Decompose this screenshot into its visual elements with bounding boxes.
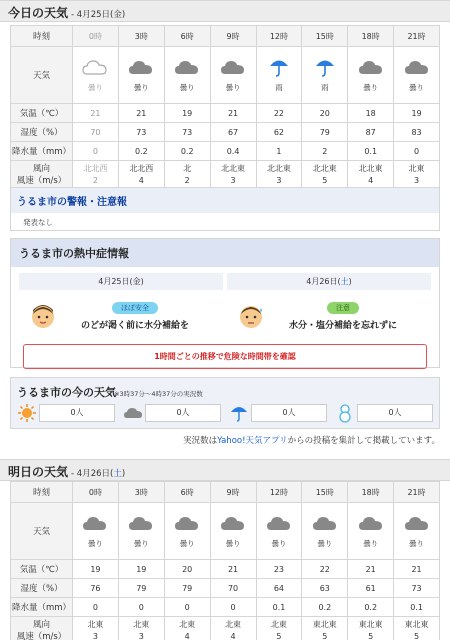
hour-cell: 21時 <box>394 26 440 47</box>
weather-cell <box>164 47 210 104</box>
precip-cell: 0.1 <box>256 598 302 617</box>
alerts-panel <box>10 187 440 231</box>
precip-cell: 0 <box>73 142 119 161</box>
precip-cell: 0.2 <box>164 142 210 161</box>
humidity-cell: 63 <box>302 579 348 598</box>
cloud-icon <box>123 403 143 423</box>
humidity-row <box>11 579 440 598</box>
heat-panel <box>10 238 440 368</box>
precip-cell: 0 <box>118 598 164 617</box>
hour-cell: 0時 <box>73 26 119 47</box>
heat-day-1 <box>19 273 223 336</box>
precip-cell: 0.2 <box>302 598 348 617</box>
alerts-title[interactable]: うるま市の警報・注意報 <box>11 188 439 213</box>
wind-speed: 3 <box>414 176 420 185</box>
weather-cell <box>73 503 119 560</box>
wind-cell <box>348 161 394 190</box>
weather-cell <box>210 503 256 560</box>
precip-cell: 0 <box>73 598 119 617</box>
today-date: - 4月25日(金) <box>71 10 126 20</box>
wind-dir: 北北東 <box>312 164 337 173</box>
weather-text: 曇り <box>363 83 379 92</box>
hour-cell: 18時 <box>348 482 394 503</box>
hour-label: 時刻 <box>11 482 73 503</box>
heat-date-2: 4月26日(土) <box>227 273 431 290</box>
humidity-row <box>11 123 440 142</box>
heat-title: うるま市の熱中症情報 <box>11 239 439 267</box>
heat-badge-1: ほぼ安全 <box>112 302 158 314</box>
wind-dir: 北東 <box>179 620 196 629</box>
wind-cell <box>73 617 119 640</box>
wind-cell <box>394 161 440 190</box>
wind-speed: 4 <box>184 632 190 640</box>
hour-cell: 3時 <box>118 26 164 47</box>
temp-cell: 21 <box>348 560 394 579</box>
wind-cell <box>164 161 210 190</box>
hour-row <box>11 482 440 503</box>
wind-dir: 北北東 <box>221 164 246 173</box>
heat-message-2: 水分・塩分補給を忘れずに <box>288 320 397 331</box>
wind-dir: 東北東 <box>312 620 337 629</box>
weather-text: 曇り <box>225 539 241 548</box>
precip-cell: 0.4 <box>210 142 256 161</box>
precip-cell: 0.2 <box>118 142 164 161</box>
wind-dir: 北北東 <box>266 164 291 173</box>
wind-cell <box>394 617 440 640</box>
now-title: うるま市の今の天気 <box>17 386 116 399</box>
wind-cell <box>210 617 256 640</box>
wind-dir: 北 <box>183 164 192 173</box>
weather-row <box>11 503 440 560</box>
hour-cell: 18時 <box>348 26 394 47</box>
weather-text: 雨 <box>275 83 283 92</box>
cloud-icon <box>211 513 256 535</box>
temp-cell: 20 <box>302 104 348 123</box>
precip-cell: 0.1 <box>348 142 394 161</box>
umbrella-icon <box>229 403 249 423</box>
precip-cell: 0 <box>210 598 256 617</box>
cloud-icon <box>211 57 256 79</box>
wind-speed: 2 <box>184 176 190 185</box>
cloud-icon <box>165 513 210 535</box>
humidity-cell: 67 <box>210 123 256 142</box>
cloud-icon <box>394 513 439 535</box>
face-icon <box>237 302 265 330</box>
temp-cell: 22 <box>256 104 302 123</box>
cloud-icon <box>119 57 164 79</box>
temp-cell: 21 <box>210 104 256 123</box>
weather-text: 雨 <box>321 83 329 92</box>
wind-cell <box>210 161 256 190</box>
yahoo-app-link[interactable]: Yahoo!天気アプリ <box>217 436 288 446</box>
cloud-icon <box>73 513 118 535</box>
humidity-cell: 79 <box>302 123 348 142</box>
wind-dir: 東北東 <box>358 620 383 629</box>
wind-cell <box>302 617 348 640</box>
temp-cell: 19 <box>73 560 119 579</box>
humidity-cell: 79 <box>118 579 164 598</box>
humidity-cell: 79 <box>164 579 210 598</box>
humidity-cell: 61 <box>348 579 394 598</box>
humidity-label: 湿度（%） <box>11 579 73 598</box>
weather-cell <box>118 47 164 104</box>
wind-row <box>11 617 440 640</box>
hour-cell: 0時 <box>73 482 119 503</box>
now-count-snow: 0人 <box>357 404 433 422</box>
weather-cell <box>164 503 210 560</box>
humidity-cell: 70 <box>210 579 256 598</box>
wind-speed: 3 <box>230 176 236 185</box>
wind-cell <box>302 161 348 190</box>
wind-speed: 2 <box>92 176 98 185</box>
humidity-cell: 70 <box>73 123 119 142</box>
hour-cell: 6時 <box>164 482 210 503</box>
heat-info-1 <box>19 290 223 336</box>
wind-row <box>11 161 440 190</box>
humidity-label: 湿度（%） <box>11 123 73 142</box>
weather-cell <box>118 503 164 560</box>
weather-text: 曇り <box>87 539 103 548</box>
wind-speed: 5 <box>322 176 328 185</box>
humidity-cell: 73 <box>394 579 440 598</box>
wind-dir: 北東 <box>225 620 242 629</box>
weather-cell <box>256 503 302 560</box>
now-items <box>17 403 433 423</box>
weather-text: 曇り <box>409 539 425 548</box>
temp-cell: 21 <box>394 560 440 579</box>
cloud-icon <box>257 513 302 535</box>
now-count-sun: 0人 <box>39 404 115 422</box>
hour-cell: 6時 <box>164 26 210 47</box>
temp-cell: 21 <box>210 560 256 579</box>
wind-dir: 東北東 <box>404 620 429 629</box>
now-item-sun[interactable] <box>17 403 115 423</box>
cloud-icon <box>302 513 347 535</box>
wind-speed: 5 <box>414 632 420 640</box>
wind-speed-label: 風速（m/s） <box>16 176 67 186</box>
temp-cell: 23 <box>256 560 302 579</box>
wind-speed-label: 風速（m/s） <box>16 632 67 640</box>
weather-text: 曇り <box>409 83 425 92</box>
weather-cell <box>394 47 440 104</box>
weather-text: 曇り <box>179 83 195 92</box>
heat-day-2 <box>227 273 431 336</box>
hour-cell: 15時 <box>302 26 348 47</box>
temp-cell: 21 <box>118 104 164 123</box>
now-subtitle: ※3時37分～4時37分の実況数 <box>114 390 203 398</box>
wind-cell <box>348 617 394 640</box>
report-note: 実況数はYahoo!天気アプリからの投稿を集計して掲載しています。 <box>183 436 440 446</box>
wind-speed: 5 <box>322 632 328 640</box>
temp-row <box>11 104 440 123</box>
heat-info-2 <box>227 290 431 336</box>
face-icon <box>29 302 57 330</box>
now-item-cloud[interactable] <box>123 403 221 423</box>
hour-label: 時刻 <box>11 26 73 47</box>
precip-row <box>11 598 440 617</box>
weather-cell <box>302 503 348 560</box>
wind-speed: 4 <box>230 632 236 640</box>
weather-cell <box>73 47 119 104</box>
wind-speed: 4 <box>138 176 144 185</box>
wind-speed: 5 <box>276 632 282 640</box>
humidity-cell: 73 <box>118 123 164 142</box>
wind-cell <box>256 617 302 640</box>
precip-cell: 1 <box>256 142 302 161</box>
now-weather-panel <box>10 377 440 429</box>
sun-icon <box>17 403 37 423</box>
heat-days <box>11 267 439 336</box>
wind-dir: 北北西 <box>129 164 154 173</box>
temp-cell: 22 <box>302 560 348 579</box>
precip-label: 降水量（mm） <box>11 598 73 617</box>
today-forecast-table <box>10 25 440 190</box>
wind-cell <box>73 161 119 190</box>
temp-cell: 20 <box>164 560 210 579</box>
weather-text: 曇り <box>225 83 241 92</box>
tomorrow-forecast-table <box>10 481 440 640</box>
wind-dir-label: 風向 <box>32 164 50 174</box>
tomorrow-title: 明日の天気 <box>8 465 69 479</box>
wind-cell <box>118 161 164 190</box>
hour-cell: 9時 <box>210 482 256 503</box>
wind-speed: 3 <box>92 632 98 640</box>
alerts-body: 発表なし <box>23 218 53 227</box>
precip-cell: 0.1 <box>394 598 440 617</box>
cloud-icon <box>73 57 118 79</box>
temp-cell: 21 <box>73 104 119 123</box>
cloud-icon <box>348 513 393 535</box>
weather-row <box>11 47 440 104</box>
wind-speed: 3 <box>276 176 282 185</box>
now-count-cloud: 0人 <box>145 404 221 422</box>
precip-label: 降水量（mm） <box>11 142 73 161</box>
weather-text: 曇り <box>133 83 149 92</box>
cloud-icon <box>165 57 210 79</box>
temp-cell: 18 <box>348 104 394 123</box>
wind-dir: 北東 <box>133 620 150 629</box>
wind-dir-label: 風向 <box>32 620 50 630</box>
weather-text: 曇り <box>363 539 379 548</box>
wind-dir: 北東 <box>270 620 287 629</box>
cloud-icon <box>394 57 439 79</box>
weather-text: 曇り <box>87 83 103 92</box>
umbrella-icon <box>302 57 347 79</box>
weather-cell <box>394 503 440 560</box>
heat-hourly-link[interactable]: 1時間ごとの推移で危険な時間帯を確認 <box>23 344 427 369</box>
hour-cell: 3時 <box>118 482 164 503</box>
weather-cell <box>256 47 302 104</box>
now-count-rain: 0人 <box>251 404 327 422</box>
wind-dir: 北東 <box>87 620 104 629</box>
umbrella-icon <box>257 57 302 79</box>
precip-cell: 2 <box>302 142 348 161</box>
weather-label: 天気 <box>11 503 73 560</box>
precip-row <box>11 142 440 161</box>
precip-cell: 0 <box>394 142 440 161</box>
today-title: 今日の天気 <box>8 6 69 20</box>
weather-text: 曇り <box>317 539 333 548</box>
temp-row <box>11 560 440 579</box>
temp-label: 気温（℃） <box>11 104 73 123</box>
wind-cell <box>164 617 210 640</box>
cloud-icon <box>348 57 393 79</box>
heat-badge-2: 注意 <box>327 302 359 314</box>
hour-cell: 9時 <box>210 26 256 47</box>
wind-dir: 北北東 <box>358 164 383 173</box>
now-item-snow[interactable] <box>335 403 433 423</box>
wind-dir: 北北西 <box>83 164 108 173</box>
humidity-cell: 73 <box>164 123 210 142</box>
weather-label: 天気 <box>11 47 73 104</box>
heat-date-1: 4月25日(金) <box>19 273 223 290</box>
weather-cell <box>348 47 394 104</box>
hour-cell: 21時 <box>394 482 440 503</box>
wind-label <box>11 161 73 190</box>
snowman-icon <box>335 403 355 423</box>
cloud-icon <box>119 513 164 535</box>
temp-cell: 19 <box>118 560 164 579</box>
hour-row <box>11 26 440 47</box>
wind-dir: 北東 <box>408 164 425 173</box>
precip-cell: 0 <box>164 598 210 617</box>
hour-cell: 12時 <box>256 482 302 503</box>
temp-cell: 19 <box>164 104 210 123</box>
wind-cell <box>256 161 302 190</box>
precip-cell: 0.2 <box>348 598 394 617</box>
temp-cell: 19 <box>394 104 440 123</box>
wind-speed: 5 <box>368 632 374 640</box>
weather-text: 曇り <box>271 539 287 548</box>
humidity-cell: 76 <box>73 579 119 598</box>
wind-cell <box>118 617 164 640</box>
humidity-cell: 62 <box>256 123 302 142</box>
wind-label <box>11 617 73 640</box>
hour-cell: 15時 <box>302 482 348 503</box>
weather-cell <box>302 47 348 104</box>
humidity-cell: 64 <box>256 579 302 598</box>
wind-speed: 3 <box>138 632 144 640</box>
heat-message-1: のどが渇く前に水分補給を <box>80 320 189 331</box>
weather-cell <box>210 47 256 104</box>
weather-text: 曇り <box>133 539 149 548</box>
tomorrow-header <box>0 459 450 481</box>
today-header <box>0 0 450 22</box>
weather-cell <box>348 503 394 560</box>
wind-speed: 4 <box>368 176 374 185</box>
temp-label: 気温（℃） <box>11 560 73 579</box>
hour-cell: 12時 <box>256 26 302 47</box>
weather-text: 曇り <box>179 539 195 548</box>
humidity-cell: 87 <box>348 123 394 142</box>
tomorrow-date: - 4月26日(土) <box>71 469 126 479</box>
humidity-cell: 83 <box>394 123 440 142</box>
now-item-rain[interactable] <box>229 403 327 423</box>
